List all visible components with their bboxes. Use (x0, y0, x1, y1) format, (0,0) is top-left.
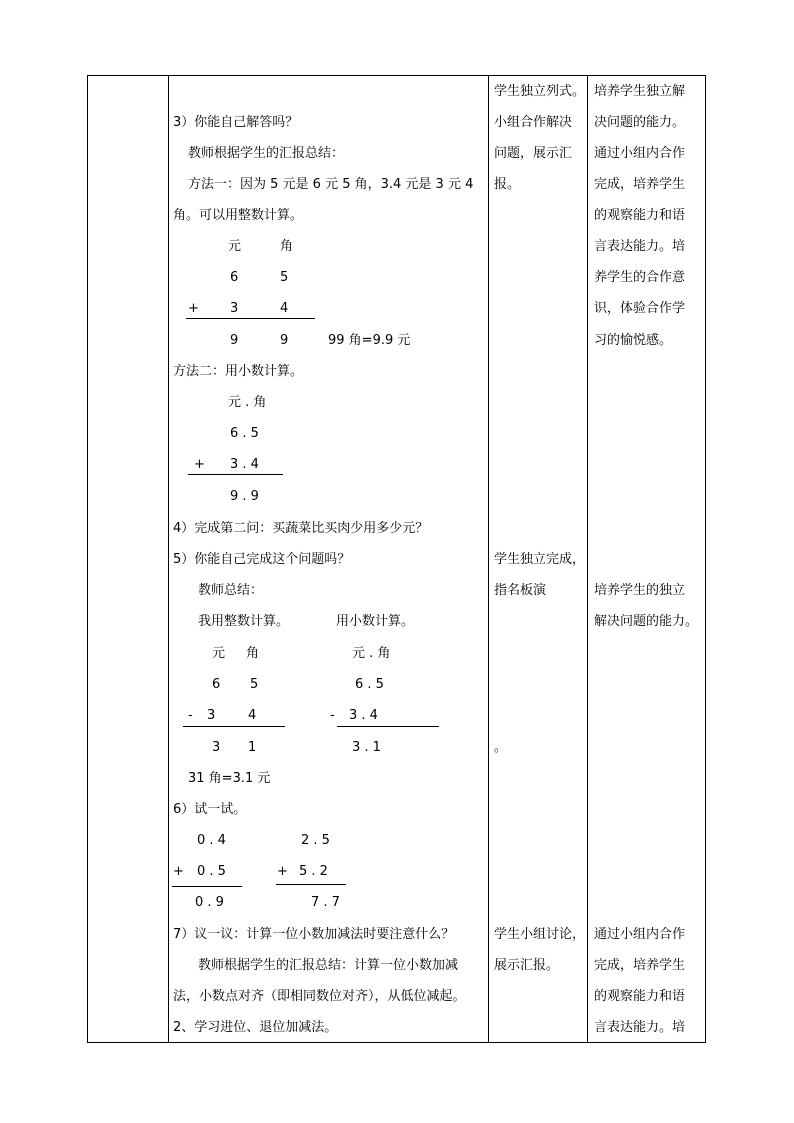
decimal-header: 元 . 角 (228, 395, 267, 410)
design-intent-line: 言表达能力。培 (594, 1020, 686, 1035)
minuend-digit: 5 (250, 677, 259, 692)
addend-digit: 3 (230, 301, 239, 316)
sum-rule (172, 886, 242, 887)
try-addend: 2 . 5 (301, 833, 330, 848)
student-activity-line: 指名板演 (494, 583, 547, 598)
design-intent-line: 通过小组内合作 (594, 146, 686, 161)
student-activity-line: 小组合作解决 (494, 115, 573, 130)
design-intent-line: 言表达能力。培 (594, 239, 686, 254)
question-4: 4）完成第二问：买蔬菜比买肉少用多少元？ (173, 521, 429, 536)
teacher-summary-2: 教师总结： (198, 583, 264, 598)
difference-digit: 3 (212, 740, 221, 755)
student-activity-line: 学生小组讨论， (494, 927, 586, 942)
method-2: 方法二：用小数计算。 (173, 364, 304, 379)
design-intent-line: 决问题的能力。 (594, 115, 686, 130)
plus-sign: + (194, 457, 205, 472)
plus-sign: + (188, 301, 199, 316)
section-2-heading: 2、学习进位、退位加减法。 (173, 1020, 338, 1035)
decimal-method-label: 用小数计算。 (336, 614, 415, 629)
design-intent-line: 解决问题的能力。 (594, 614, 699, 629)
summary-3-line-1: 教师根据学生的汇报总结：计算一位小数加减 (198, 958, 459, 973)
column-header-yuan: 元 (228, 239, 242, 254)
student-activity-line: 学生独立完成， (494, 552, 586, 567)
design-intent-line: 培养学生的独立 (594, 583, 686, 598)
summary-3-line-2: 法，小数点对齐（即相同数位对齐），从低位减起。 (173, 989, 466, 1004)
plus-sign: + (173, 864, 184, 879)
addend-digit: 4 (280, 301, 289, 316)
subtrahend-digit: 3 (207, 708, 216, 723)
sum-rule (186, 318, 315, 319)
integer-result: 31 角=3.1 元 (188, 771, 271, 786)
column-divider (587, 76, 588, 1042)
try-addend: 5 . 2 (299, 864, 328, 879)
student-activity-line: 问题，展示汇 (494, 146, 573, 161)
column-header-jiao: 角 (280, 239, 294, 254)
question-3: 3）你能自己解答吗？ (173, 115, 299, 130)
student-activity-line: 报。 (494, 177, 521, 192)
decimal-addend: 6 . 5 (230, 426, 259, 441)
plus-sign: + (277, 864, 288, 879)
student-activity-line: 。 (494, 740, 508, 755)
student-activity-line: 展示汇报。 (494, 958, 560, 973)
teacher-summary: 教师根据学生的汇报总结： (188, 146, 345, 161)
design-intent-line: 通过小组内合作 (594, 927, 686, 942)
minus-sign: - (330, 708, 335, 723)
column-divider (168, 76, 169, 1042)
student-activity-line: 学生独立列式。 (494, 84, 586, 99)
difference-rule (183, 726, 285, 727)
design-intent-line: 的观察能力和语 (594, 208, 686, 223)
design-intent-line: 培养学生独立解 (594, 84, 686, 99)
try-sum: 7 . 7 (311, 895, 340, 910)
design-intent-line: 完成，培养学生 (594, 958, 686, 973)
try-sum: 0 . 9 (195, 895, 224, 910)
design-intent-line: 识，体验合作学 (594, 301, 686, 316)
design-intent-line: 习的愉悦感。 (594, 333, 673, 348)
sum-rule (276, 884, 346, 885)
minuend-digit: 6 (212, 677, 221, 692)
minus-sign: - (188, 708, 193, 723)
design-intent-line: 完成，培养学生 (594, 177, 686, 192)
sum-digit: 9 (230, 333, 239, 348)
difference-rule (337, 726, 439, 727)
question-5: 5）你能自己完成这个问题吗？ (173, 552, 351, 567)
sum-digit: 9 (280, 333, 289, 348)
sum-rule (188, 474, 283, 475)
question-7: 7）议一议：计算一位小数加减法时要注意什么？ (173, 927, 455, 942)
decimal-sum: 9 . 9 (230, 489, 259, 504)
subtrahend-digit: 4 (248, 708, 257, 723)
design-intent-line: 养学生的合作意 (594, 270, 686, 285)
integer-method-label: 我用整数计算。 (198, 614, 290, 629)
decimal-addend: 3 . 4 (230, 457, 259, 472)
method-1-result: 99 角=9.9 元 (328, 333, 411, 348)
method-1-line-2: 角。可以用整数计算。 (173, 208, 304, 223)
addend-digit: 5 (280, 270, 289, 285)
decimal-subtrahend: 3 . 4 (349, 708, 378, 723)
column-header-yuan: 元 (212, 646, 226, 661)
difference-digit: 1 (248, 740, 257, 755)
try-addend: 0 . 5 (197, 864, 226, 879)
decimal-header: 元 . 角 (352, 646, 391, 661)
decimal-minuend: 6 . 5 (355, 677, 384, 692)
question-6: 6）试一试。 (173, 802, 247, 817)
column-divider (488, 76, 489, 1042)
try-addend: 0 . 4 (197, 833, 226, 848)
design-intent-line: 的观察能力和语 (594, 989, 686, 1004)
column-header-jiao: 角 (246, 646, 260, 661)
method-1-line-1: 方法一：因为 5 元是 6 元 5 角，3.4 元是 3 元 4 (188, 177, 474, 192)
addend-digit: 6 (230, 270, 239, 285)
decimal-difference: 3 . 1 (352, 740, 381, 755)
